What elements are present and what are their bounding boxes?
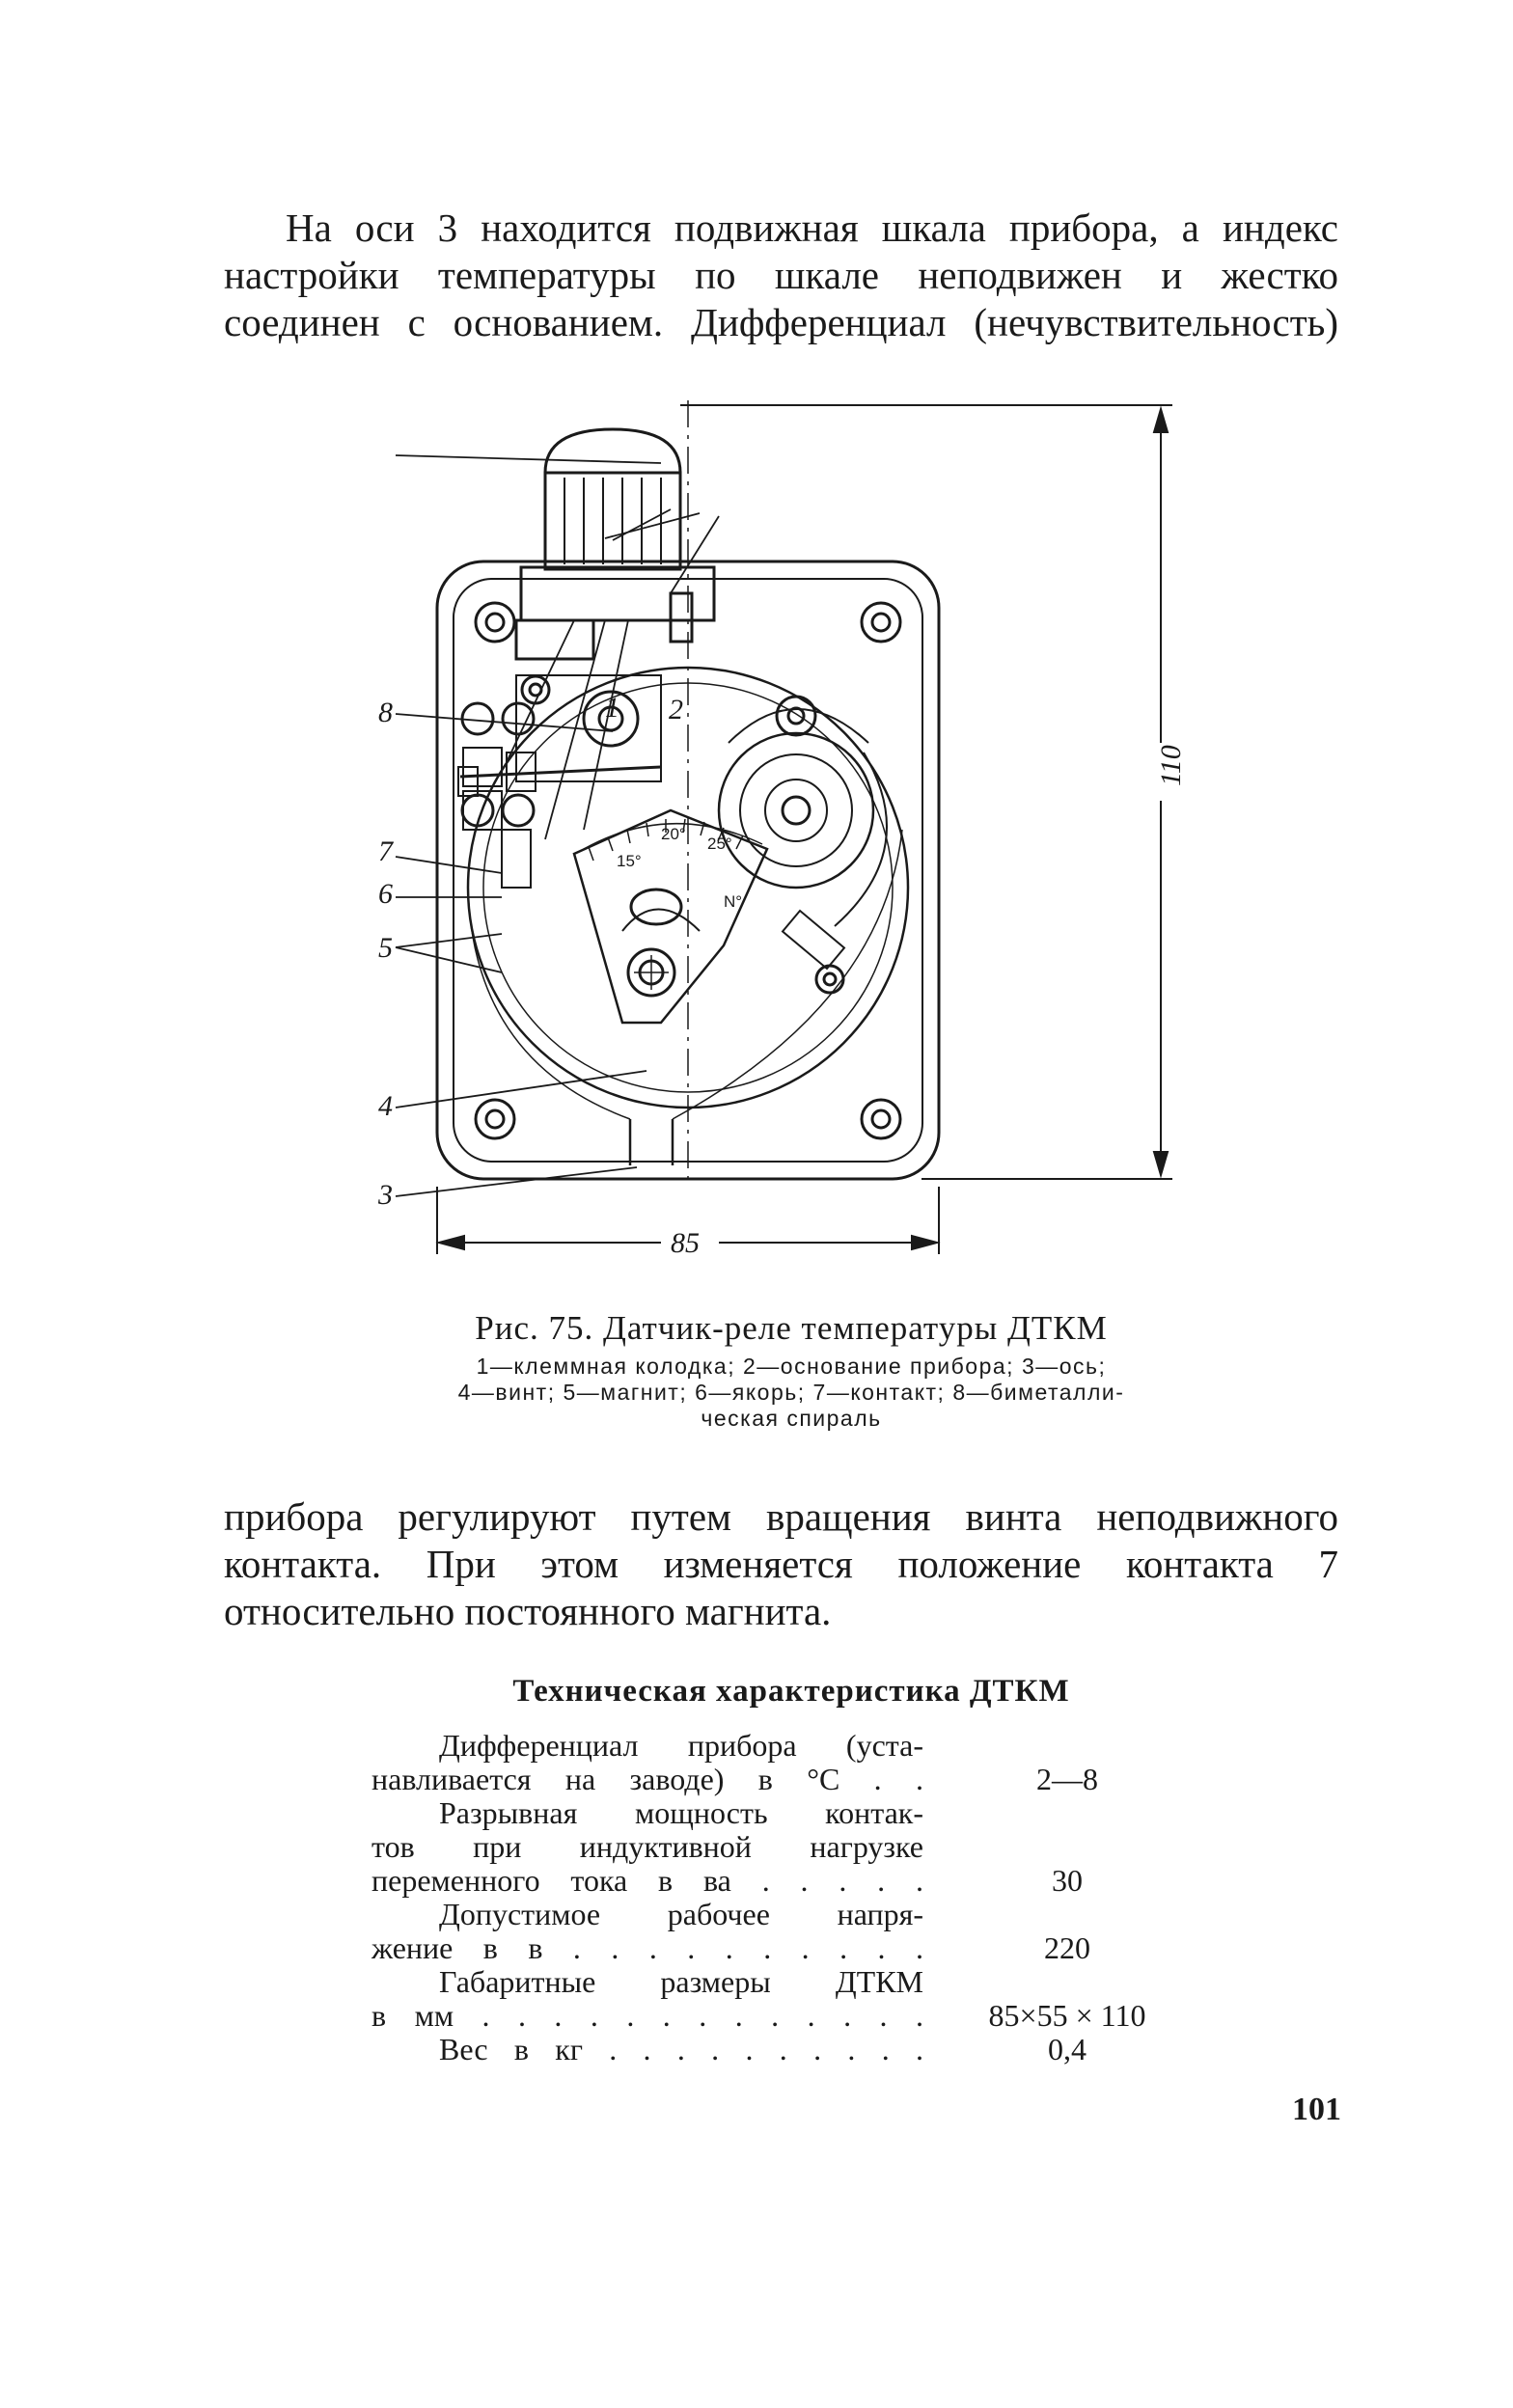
figure-left-callouts [367, 675, 772, 1216]
scale-label-20: 20° [661, 825, 686, 843]
paragraph-top [224, 205, 1338, 346]
leader-1 [605, 513, 700, 538]
callout-5: 5 [378, 932, 393, 964]
scale-label-n: N° [724, 892, 743, 911]
callout-6: 6 [378, 878, 393, 910]
callout-8: 8 [378, 697, 393, 728]
dimension-height: 110 [1155, 745, 1187, 786]
spec-value: 0,4 [1048, 2032, 1087, 2066]
callout-1: 1 [605, 692, 619, 724]
spec-label: Габаритные размеры ДТКМ в мм . . . . . . . . . . . . . [371, 1964, 923, 2033]
leader-4 [396, 1071, 646, 1108]
paragraph-line: прибора регулируют путем вращения винта неподвижного [224, 1494, 1338, 1539]
dimension-width: 85 [671, 1227, 700, 1259]
legend-line: 1—клеммная колодка; 2—основание прибора; 3—ось; [476, 1354, 1107, 1379]
technical-specifications [371, 1674, 1192, 2066]
scale-label-25: 25° [707, 835, 732, 853]
paragraph-line: соединен с основанием. Дифференциал (нечувствительность) [224, 300, 1338, 344]
paragraph-line: относительно постоянного магнита. [224, 1589, 832, 1633]
leader-5b [396, 947, 502, 972]
spec-value: 85×55 × 110 [988, 1998, 1146, 2033]
figure-caption [318, 1309, 1264, 1432]
callout-3: 3 [378, 1179, 393, 1211]
spec-label: Дифференциал прибора (уста- навливается на заводе) в °С . . [371, 1728, 923, 1796]
paragraph-line: На оси 3 находится подвижная шкала прибора, а индекс [286, 205, 1338, 250]
legend-line: 4—винт; 5—магнит; 6—якорь; 7—контакт; 8—биметалли- [457, 1380, 1125, 1405]
paragraph-line: настройки температуры по шкале неподвижен и жестко [224, 253, 1338, 297]
spec-label: Вес в кг . . . . . . . . . . [439, 2032, 923, 2066]
caption-legend [376, 1354, 1206, 1432]
spec-title: Техническая характеристика ДТКМ [512, 1674, 1070, 1709]
spec-row [371, 1898, 1192, 1965]
spec-value: 220 [1044, 1930, 1090, 1965]
callout-2: 2 [669, 694, 683, 725]
page-number: 101 [1292, 2092, 1341, 2127]
scale-label-15: 15° [617, 852, 642, 870]
paragraph-bottom [224, 1493, 1338, 1635]
spec-value: 2—8 [1036, 1762, 1098, 1796]
leader-3 [396, 1167, 637, 1196]
spec-label: Разрывная мощность контак- тов при индуктивной нагрузке переменного тока в ва . . . . . [371, 1795, 923, 1898]
caption-title: Рис. 75. Датчик-реле температуры ДТКМ [475, 1309, 1108, 1347]
spec-label: Допустимое рабочее напря- жение в в . . . . . . . . . . [371, 1897, 923, 1965]
spec-row [371, 2033, 1192, 2066]
paragraph-line: контакта. При этом изменяется положение контакта 7 [224, 1542, 1338, 1586]
spec-row [371, 1729, 1192, 1796]
leader-7 [396, 857, 502, 873]
leader-5a [396, 934, 502, 947]
leader-8 [396, 714, 613, 731]
spec-row [371, 1796, 1192, 1898]
legend-line: ческая спираль [701, 1406, 882, 1431]
callout-4: 4 [378, 1090, 393, 1122]
spec-row [371, 1965, 1192, 2033]
leader-2 [671, 516, 719, 593]
spec-value: 30 [1052, 1863, 1083, 1898]
callout-7: 7 [378, 835, 393, 867]
